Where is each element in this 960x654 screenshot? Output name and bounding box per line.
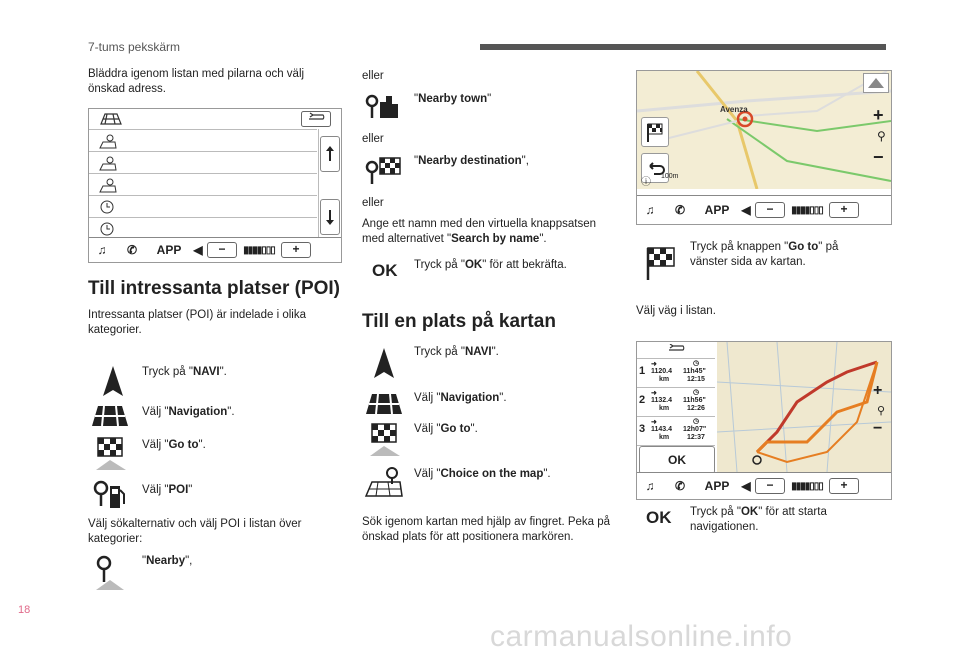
info-icon[interactable]: ⓘ (641, 177, 651, 188)
pin-icon[interactable]: ⚲ (877, 405, 886, 417)
search-by-name-paragraph: Ange ett namn med den virtuella knappsatsen med alternativet "Search by name". (362, 218, 596, 245)
navigation-map-icon (364, 390, 404, 418)
arrow-up-icon (321, 137, 339, 171)
scrollbar[interactable] (318, 129, 341, 237)
poi-paragraph: Intressanta platser (POI) är indelade i olika kategorier. (88, 309, 306, 336)
route-row[interactable] (637, 388, 715, 417)
volume-up-button[interactable]: + (281, 242, 311, 258)
scroll-down-button[interactable] (320, 199, 340, 235)
volume-up-button[interactable]: + (829, 478, 859, 494)
route-time: 12h07" (683, 426, 707, 433)
volume-level: ▮▮▮▮▯▯▯ (791, 480, 823, 492)
step-goto-button: Tryck på knappen "Go to" på vänster sida av kartan. (690, 241, 839, 268)
nearby-town-icon (364, 92, 404, 122)
step-choice-map: Välj "Choice on the map". (414, 468, 551, 480)
step-nearby: "Nearby", (142, 555, 193, 567)
or-text-1: eller (362, 70, 384, 82)
watermark: carmanualsonline.info (490, 620, 793, 653)
ok-icon: OK (646, 508, 672, 527)
route-number: 1 (639, 365, 646, 377)
map-heading: Till en plats på kartan (362, 311, 556, 332)
section-header: 7-tums pekskärm (88, 40, 181, 54)
route-time: 11h56" (683, 397, 706, 404)
navi-icon (93, 362, 133, 402)
music-icon[interactable]: ♫ (645, 203, 655, 217)
route-eta: 12:37 (687, 434, 705, 441)
list-item[interactable] (89, 152, 317, 174)
zoom-out-button[interactable]: − (873, 420, 883, 437)
list-screen (88, 108, 342, 263)
scroll-up-button[interactable] (320, 136, 340, 172)
goto-flag-icon (366, 420, 402, 458)
clock-icon: ◷ (693, 389, 700, 396)
step-poi: Välj "POI" (142, 484, 193, 496)
arrow-down-icon (321, 200, 339, 234)
intro-text: Bläddra igenom listan med pilarna och välj önskad adress. (88, 68, 305, 95)
volume-down-button[interactable]: − (755, 202, 785, 218)
map-city-label: Avenza (720, 105, 748, 114)
volume-down-button[interactable]: − (755, 478, 785, 494)
bottom-bar (637, 195, 891, 224)
volume-icon[interactable]: ◀ (741, 203, 751, 217)
zoom-in-button[interactable]: + (873, 382, 883, 399)
phone-icon[interactable]: ✆ (674, 203, 686, 217)
step-navigation-2: Välj "Navigation". (414, 392, 507, 404)
page-number: 18 (18, 604, 31, 616)
bottom-bar (637, 472, 891, 499)
option-nearby-town: "Nearby town" (414, 93, 492, 105)
goto-map-button[interactable] (641, 117, 669, 147)
route-distance-unit: km (659, 405, 670, 412)
list-item[interactable] (89, 196, 317, 218)
app-button[interactable]: APP (704, 479, 730, 493)
route-number: 3 (639, 423, 646, 435)
poi-heading: Till intressanta platser (POI) (88, 278, 341, 299)
volume-up-button[interactable]: + (829, 202, 859, 218)
route-distance: 1143.4 (651, 426, 673, 433)
route-distance: 1120.4 (651, 368, 673, 375)
navigation-map-icon (90, 402, 130, 430)
history-icon (99, 199, 115, 215)
step-ok-confirm: Tryck på "OK" för att bekräfta. (414, 259, 567, 271)
route-row[interactable] (637, 417, 715, 446)
pin-icon[interactable]: ⚲ (877, 129, 886, 143)
map-pin-icon (99, 177, 117, 193)
search-options-paragraph: Välj sökalternativ och välj POI i listan över kategorier: (88, 518, 302, 545)
map-icon (99, 112, 123, 126)
option-nearby-destination: "Nearby destination", (414, 155, 529, 167)
volume-down-button[interactable]: − (207, 242, 237, 258)
step-navi-2: Tryck på "NAVI". (414, 346, 499, 358)
arrow-icon: ➜ (651, 390, 657, 397)
list-item[interactable] (89, 130, 317, 152)
map-pin-icon (99, 133, 117, 149)
map-roads (637, 71, 891, 189)
step-navigation: Välj "Navigation". (142, 406, 235, 418)
map-scale: 100m (661, 173, 679, 180)
step-start-navigation: Tryck på "OK" för att starta navigationen. (690, 506, 827, 533)
route-eta: 12:15 (687, 376, 705, 383)
choice-on-map-icon (364, 464, 404, 500)
flag-icon (642, 118, 668, 146)
route-row[interactable] (637, 359, 715, 388)
route-distance-unit: km (659, 376, 670, 383)
goto-flag-icon (640, 242, 680, 282)
select-route-text: Välj väg i listan. (636, 305, 716, 317)
list-header (89, 109, 317, 130)
route-list-header (637, 342, 715, 359)
step-goto-2: Välj "Go to". (414, 423, 478, 435)
compass-icon (864, 74, 888, 92)
zoom-in-button[interactable]: + (873, 105, 884, 125)
nearby-icon (92, 552, 128, 592)
zoom-out-button[interactable]: − (873, 147, 884, 167)
header-rule (480, 44, 886, 50)
compass-button[interactable] (863, 73, 889, 93)
app-button[interactable]: APP (156, 243, 182, 257)
route-eta: 12:26 (687, 405, 705, 412)
arrow-icon: ➜ (651, 419, 657, 426)
map-pin-icon (99, 155, 117, 171)
history-icon (99, 221, 115, 237)
map-search-paragraph: Sök igenom kartan med hjälp av fingret. Peka på önskad plats för att positionera markören. (362, 516, 611, 543)
route-distance-unit: km (659, 434, 670, 441)
volume-icon[interactable]: ◀ (741, 479, 751, 493)
back-icon[interactable] (301, 111, 331, 127)
music-icon[interactable]: ♫ (645, 479, 655, 493)
step-goto: Välj "Go to". (142, 439, 206, 451)
arrow-icon: ➜ (651, 361, 657, 368)
clock-icon: ◷ (693, 360, 700, 367)
phone-icon[interactable]: ✆ (126, 243, 138, 257)
route-distance: 1132.4 (651, 397, 673, 404)
step-navi: Tryck på "NAVI". (142, 366, 227, 378)
navi-icon (364, 344, 404, 384)
clock-icon: ◷ (693, 418, 700, 425)
list-item[interactable] (89, 174, 317, 196)
route-number: 2 (639, 394, 646, 406)
phone-icon[interactable]: ✆ (674, 479, 686, 493)
list-item[interactable] (89, 218, 317, 239)
nearby-destination-icon (364, 154, 404, 188)
volume-level: ▮▮▮▮▯▯▯ (243, 244, 275, 256)
music-icon[interactable]: ♫ (97, 243, 107, 257)
poi-icon (92, 478, 128, 512)
or-text-3: eller (362, 197, 384, 209)
back-icon[interactable] (661, 344, 691, 356)
ok-button[interactable]: OK (639, 446, 715, 474)
app-button[interactable]: APP (704, 203, 730, 217)
map-view[interactable] (637, 71, 891, 189)
volume-icon[interactable]: ◀ (193, 243, 203, 257)
route-screen (636, 341, 892, 500)
bottom-bar (89, 237, 341, 262)
volume-level: ▮▮▮▮▯▯▯ (791, 204, 823, 216)
goto-flag-icon (92, 434, 128, 472)
route-lines (717, 342, 891, 472)
or-text-2: eller (362, 133, 384, 145)
route-time: 11h45" (683, 368, 706, 375)
map-screen (636, 70, 892, 225)
ok-icon: OK (372, 261, 398, 280)
route-map[interactable] (717, 342, 891, 472)
